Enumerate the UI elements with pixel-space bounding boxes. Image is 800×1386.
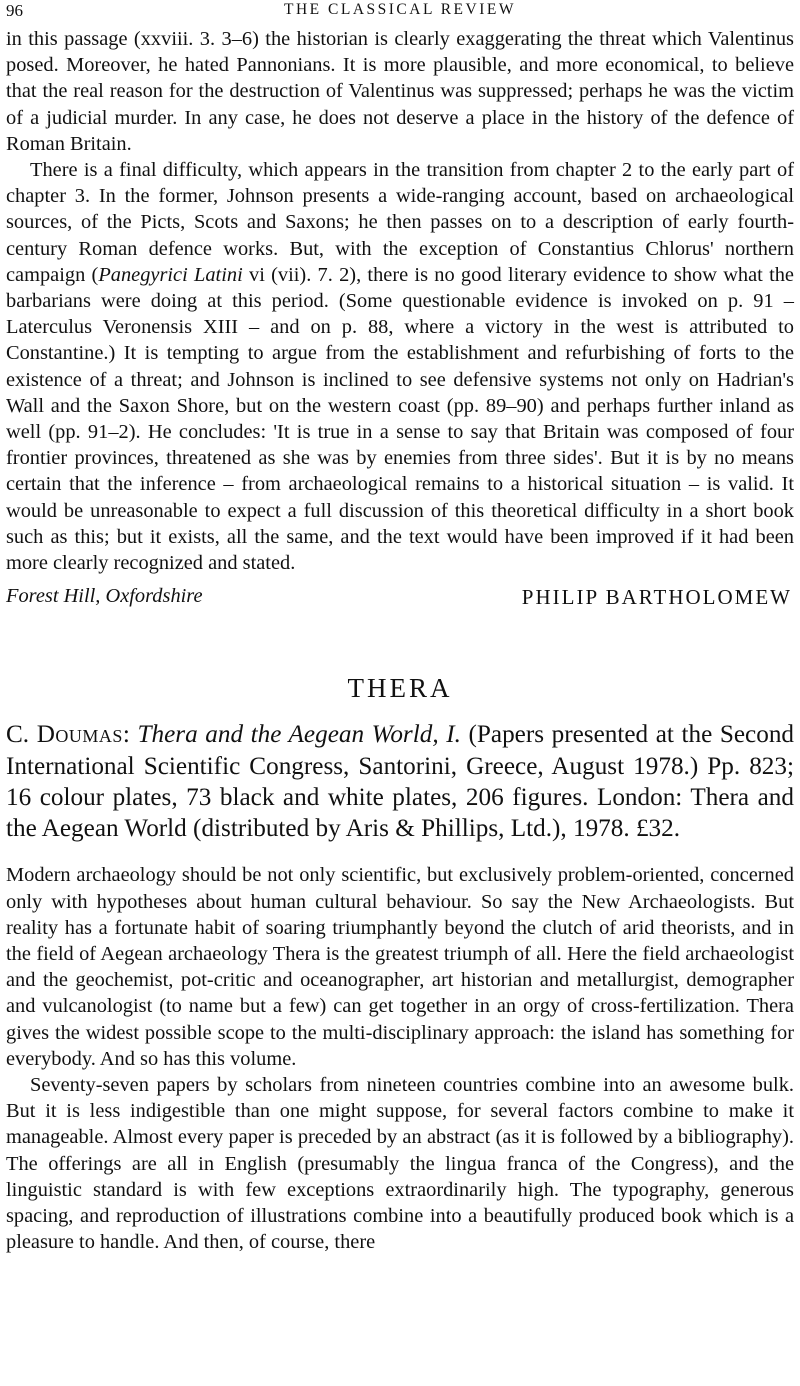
section-title: THERA <box>347 673 453 704</box>
paragraph-text: vi (vii). 7. 2), there is no good literary evidence to show what the barbarians were doing at this period. (Some questionable evidence is invoked on p. 91 – Laterculus Veronensis XIII – and on p. 88, where a victory in the west is attributed to Constantine.) It is tempting to argue from the establishment and refurbishing of forts to the existence of a threat; and Johnson is inclined to see defensive systems not only on Hadrian's Wall and the Saxon Shore, but on the western coast (pp. 89–90) and perhaps further inland as well (pp. 91–2). He concludes: 'It is true in a sense to say that Britain was composed of four frontier provinces, threatened as she was by enemies from three sides'. But it is by no means certain that the inference – from archaeological remains to a historical situation – is valid. It would be unreasonable to expect a full discussion of this theoretical difficulty in a short book such as this; but it exists, all the same, and the text would have been improved if it had been more clearly recognized and stated. <box>6 263 794 575</box>
signature-place: Forest Hill, Oxfordshire <box>6 585 203 608</box>
book-title: Thera and the Aegean World, I. <box>137 721 461 749</box>
review-signature <box>6 583 794 613</box>
book-details: (Papers presented at the Second International Scientific Congress, Santorini, Greece, August 1978.) Pp. 823; 16 colour plates, 73 black and white plates, 206 figures. London: Thera and the Aegean World (distributed by Aris & Phillips, Ltd.), 1978. £32. <box>6 721 795 843</box>
book-citation <box>6 719 794 844</box>
previous-review-paragraph-2 <box>6 157 794 576</box>
italic-work-title: Panegyrici Latini <box>98 263 243 286</box>
running-head <box>6 0 794 26</box>
review-paragraph-1: Modern archaeology should be not only scientific, but exclusively problem-oriented, concerned only with hypotheses about human cultural behaviour. So say the New Archaeologists. But reality has a fortunate habit of soaring triumphantly beyond the clutch of arid theorists, and in the field of Aegean archaeology Thera is the greatest triumph of all. Here the field archaeologist and the geochemist, pot-critic and oceanographer, art historian and metallurgist, demographer and vulcanologist (to name but a few) can get together in an orgy of cross-fertilization. Thera gives the widest possible scope to the multi-disciplinary approach: the island has something for everybody. And so has this volume. <box>6 864 794 1070</box>
previous-review-paragraph-1: in this passage (xxviii. 3. 3–6) the historian is clearly exaggerating the threat which Valentinus posed. Moreover, he hated Pannonians. It is more plausible, and more economical, to believe that the real reason for the destruction of Valentinus was suppressed; perhaps he was the victim of a judicial murder. In any case, he does not deserve a place in the history of the defence of Roman Britain. <box>6 28 794 155</box>
page-number: 96 <box>6 1 23 20</box>
citation-colon: : <box>122 721 138 749</box>
journal-title: THE CLASSICAL REVIEW <box>284 1 516 18</box>
author-surname: Doumas <box>36 721 123 749</box>
document-page <box>6 0 794 1256</box>
author-initial: C. <box>6 721 37 749</box>
signature-name: PHILIP BARTHOLOMEW <box>521 585 792 610</box>
paragraph-text: There is a final difficulty, which appears in the transition from chapter 2 to the early part of chapter 3. In the former, Johnson presents a wide-ranging account, based on archaeological sources, of the Picts, Scots and Saxons; he then passes on to a description of early fourth-century Roman defence works. But, with the exception of Constantius Chlorus' northern campaign ( <box>6 159 794 286</box>
review-body <box>6 862 794 1255</box>
review-paragraph-2: Seventy-seven papers by scholars from nineteen countries combine into an awesome bulk. But it is less indigestible than one might suppose, for several factors combine to make it manageable. Almost every paper is preceded by an abstract (as it is followed by a bibliography). The offerings are all in English (presumably the lingua franca of the Congress), and the linguistic standard is with few exceptions extraordinarily high. The typography, generous spacing, and reproduction of illustrations combine into a beautifully produced book which is a pleasure to handle. And then, of course, there <box>6 1074 794 1254</box>
